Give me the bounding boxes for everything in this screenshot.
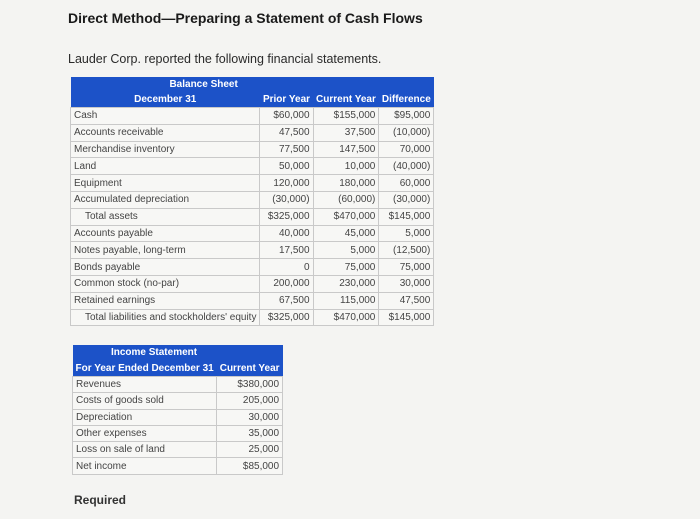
current-year-value: $380,000	[217, 377, 283, 393]
difference-value: 75,000	[379, 259, 434, 276]
table-row	[73, 377, 283, 393]
row-label: Loss on sale of land	[73, 442, 217, 458]
prior-year-value: 120,000	[260, 175, 313, 192]
difference-value: 47,500	[379, 292, 434, 309]
table-row	[71, 158, 434, 175]
difference-value: $95,000	[379, 108, 434, 125]
row-label: Other expenses	[73, 425, 217, 441]
current-year-value: 180,000	[313, 175, 379, 192]
table-row	[71, 292, 434, 309]
table-row	[71, 208, 434, 225]
difference-value: (40,000)	[379, 158, 434, 175]
balance-sheet-title: Balance Sheet	[71, 77, 434, 92]
row-label: Cash	[71, 108, 260, 125]
prior-year-value: 200,000	[260, 275, 313, 292]
table-row	[71, 259, 434, 276]
table-row	[73, 442, 283, 458]
intro-text: Lauder Corp. reported the following financial statements.	[68, 52, 382, 66]
difference-value: 30,000	[379, 275, 434, 292]
current-year-value: 75,000	[313, 259, 379, 276]
difference-value: $145,000	[379, 208, 434, 225]
table-row	[73, 393, 283, 409]
table-row	[71, 309, 434, 326]
row-label: Equipment	[71, 175, 260, 192]
prior-year-value: 17,500	[260, 242, 313, 259]
table-row	[71, 242, 434, 259]
difference-value: (12,500)	[379, 242, 434, 259]
row-label: Merchandise inventory	[71, 141, 260, 158]
difference-value: 5,000	[379, 225, 434, 242]
current-year-value: 30,000	[217, 409, 283, 425]
current-year-value: (60,000)	[313, 191, 379, 208]
difference-value: (30,000)	[379, 191, 434, 208]
row-label: Total assets	[71, 208, 260, 225]
row-label: Depreciation	[73, 409, 217, 425]
row-label: Accumulated depreciation	[71, 191, 260, 208]
prior-year-value: 40,000	[260, 225, 313, 242]
prior-year-value: $60,000	[260, 108, 313, 125]
balance-sheet-table	[70, 77, 434, 326]
income-statement-title: Income Statement	[73, 345, 283, 361]
current-year-value: 205,000	[217, 393, 283, 409]
row-label: Accounts receivable	[71, 124, 260, 141]
difference-value: $145,000	[379, 309, 434, 326]
prior-year-value: 50,000	[260, 158, 313, 175]
row-label: Retained earnings	[71, 292, 260, 309]
row-label: Common stock (no-par)	[71, 275, 260, 292]
header-current: Current Year	[313, 92, 379, 108]
current-year-value: $470,000	[313, 208, 379, 225]
required-heading: Required	[74, 493, 127, 507]
current-year-value: 147,500	[313, 141, 379, 158]
prior-year-value: 77,500	[260, 141, 313, 158]
current-year-value: 10,000	[313, 158, 379, 175]
current-year-value: $155,000	[313, 108, 379, 125]
prior-year-value: 67,500	[260, 292, 313, 309]
header-difference: Difference	[379, 92, 434, 108]
income-statement-table	[72, 345, 283, 475]
header-current-year: Current Year	[217, 361, 283, 377]
table-row	[71, 191, 434, 208]
difference-value: (10,000)	[379, 124, 434, 141]
current-year-value: $85,000	[217, 458, 283, 474]
table-row	[71, 141, 434, 158]
table-row	[71, 108, 434, 125]
row-label: Notes payable, long-term	[71, 242, 260, 259]
prior-year-value: $325,000	[260, 309, 313, 326]
table-row	[73, 458, 283, 474]
row-label: Total liabilities and stockholders' equity	[71, 309, 260, 326]
header-period: For Year Ended December 31	[73, 361, 217, 377]
current-year-value: 37,500	[313, 124, 379, 141]
difference-value: 60,000	[379, 175, 434, 192]
table-row	[71, 175, 434, 192]
row-label: Net income	[73, 458, 217, 474]
prior-year-value: 0	[260, 259, 313, 276]
difference-value: 70,000	[379, 141, 434, 158]
current-year-value: 35,000	[217, 425, 283, 441]
prior-year-value: $325,000	[260, 208, 313, 225]
table-row	[73, 425, 283, 441]
row-label: Revenues	[73, 377, 217, 393]
table-row	[71, 124, 434, 141]
page-title: Direct Method—Preparing a Statement of Cash Flows	[68, 10, 423, 26]
current-year-value: $470,000	[313, 309, 379, 326]
row-label: Bonds payable	[71, 259, 260, 276]
prior-year-value: 47,500	[260, 124, 313, 141]
prior-year-value: (30,000)	[260, 191, 313, 208]
current-year-value: 115,000	[313, 292, 379, 309]
table-row	[71, 275, 434, 292]
row-label: Costs of goods sold	[73, 393, 217, 409]
current-year-value: 25,000	[217, 442, 283, 458]
table-row	[71, 225, 434, 242]
current-year-value: 5,000	[313, 242, 379, 259]
current-year-value: 230,000	[313, 275, 379, 292]
header-date: December 31	[71, 92, 260, 108]
row-label: Accounts payable	[71, 225, 260, 242]
header-prior: Prior Year	[260, 92, 313, 108]
current-year-value: 45,000	[313, 225, 379, 242]
table-row	[73, 409, 283, 425]
row-label: Land	[71, 158, 260, 175]
